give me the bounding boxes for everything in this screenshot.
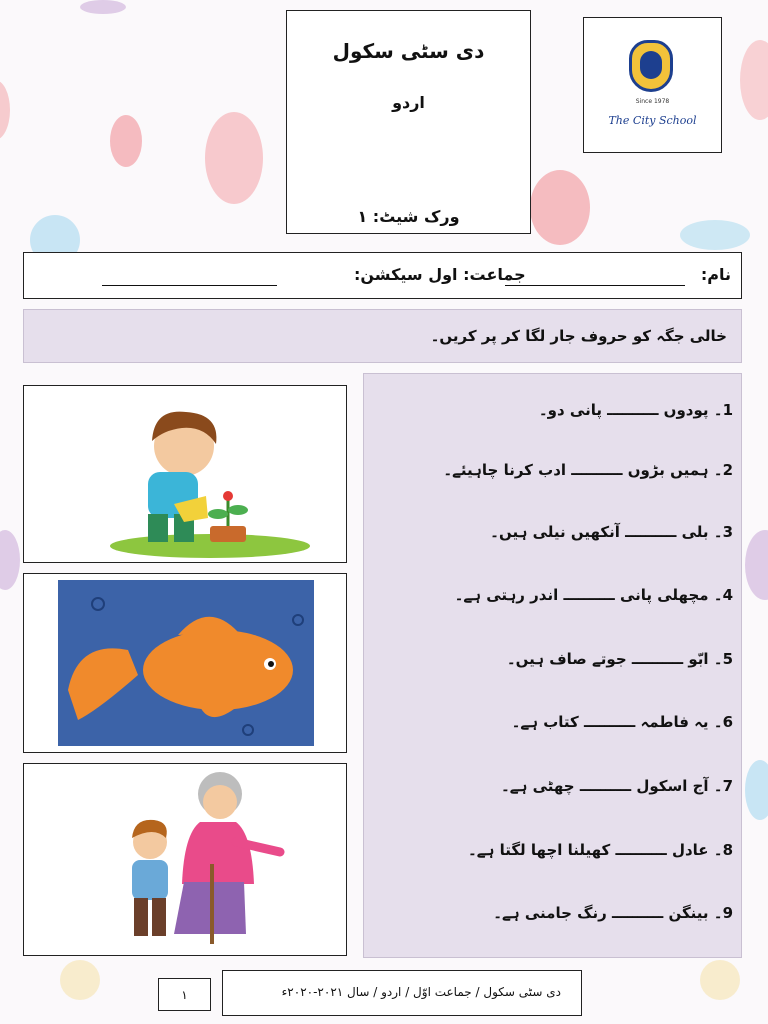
title-box (286, 10, 531, 234)
worksheet-number: ورک شیٹ: ۱ (357, 207, 460, 226)
question-2: 2۔ ہمیں بڑوں ــــــــــ ادب کرنا چاہیئے۔ (443, 461, 733, 479)
question-7: 7۔ آج اسکول ــــــــــ چھٹی ہے۔ (501, 777, 733, 795)
grandmother-and-child-illustration (23, 763, 347, 956)
class-section-label: جماعت: اول سیکشن: (354, 265, 526, 284)
question-8: 8۔ عادل ــــــــــ کھیلنا اچھا لگتا ہے۔ (467, 841, 733, 859)
crest-icon (629, 40, 673, 92)
school-logo (583, 17, 722, 153)
question-9: 9۔ بینگن ــــــــــ رنگ جامنی ہے۔ (493, 904, 733, 922)
goldfish-illustration (23, 573, 347, 753)
subject-title: اردو (392, 93, 425, 112)
question-1: 1۔ پودوں ــــــــــ پانی دو۔ (538, 401, 733, 419)
footer-text: دی سٹی سکول / جماعت اوّل / اردو / سال ۲۰۲۱-۲۰۲۰ء (281, 985, 561, 999)
logo-name: The City School (608, 114, 697, 127)
instruction-panel (23, 309, 742, 363)
student-info-bar (23, 252, 742, 299)
name-field[interactable] (505, 285, 685, 286)
question-3: 3۔ بلی ــــــــــ آنکھیں نیلی ہیں۔ (490, 523, 733, 541)
footer-box (222, 970, 582, 1016)
question-5: 5۔ ابّو ــــــــــ جوتے صاف ہیں۔ (506, 650, 733, 668)
name-label: نام: (700, 265, 731, 284)
watering-plant-illustration (23, 385, 347, 563)
logo-since: Since 1978 (635, 98, 670, 105)
school-title: دی سٹی سکول (332, 39, 485, 63)
question-6: 6۔ یہ فاطمہ ــــــــــ کتاب ہے۔ (511, 713, 733, 731)
instruction-text: خالی جگہ کو حروف جار لگا کر پر کریں۔ (430, 327, 727, 345)
page-number: ۱ (158, 978, 211, 1011)
questions-panel (363, 373, 742, 958)
question-4: 4۔ مچھلی پانی ــــــــــ اندر رہتی ہے۔ (454, 586, 733, 604)
section-field[interactable] (102, 285, 277, 286)
